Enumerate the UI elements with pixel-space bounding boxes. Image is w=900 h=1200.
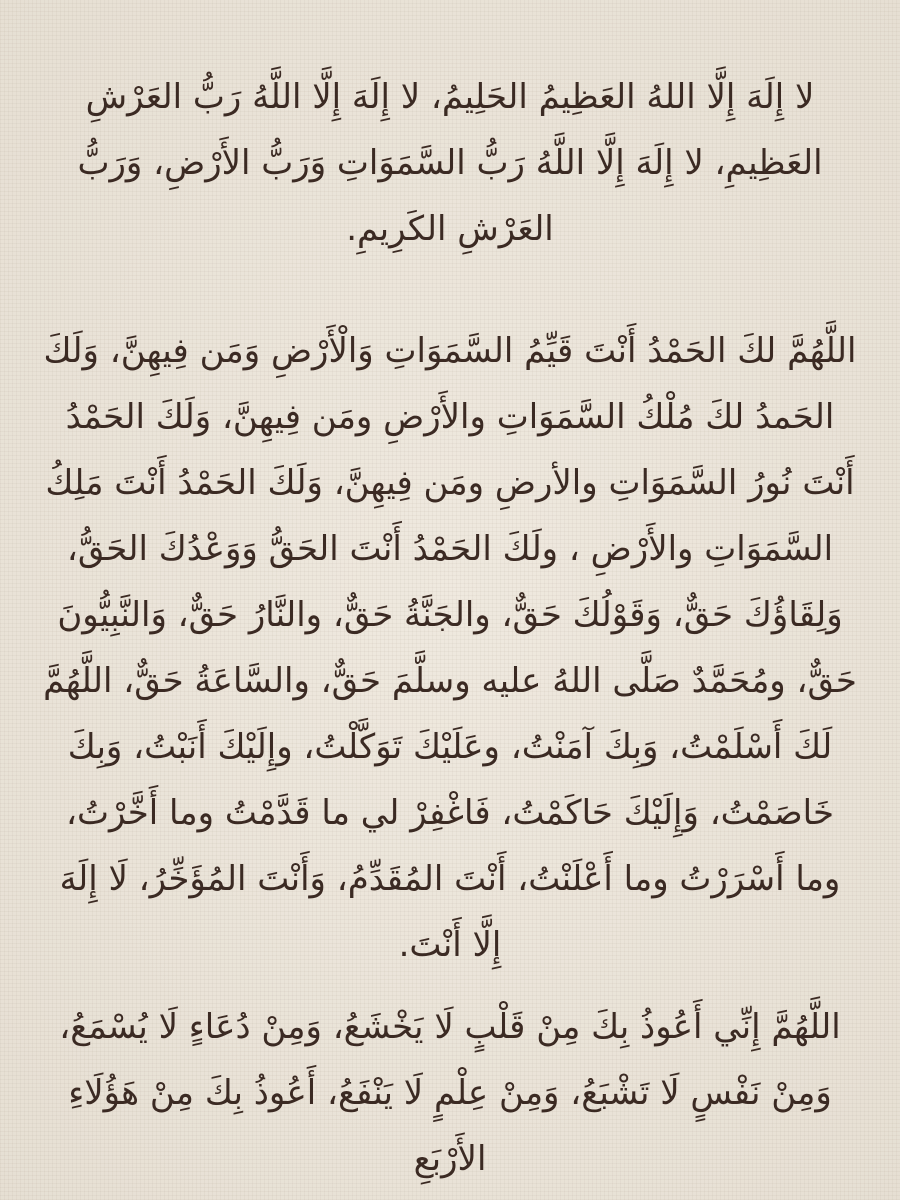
paragraph-hamd: اللَّهُمَّ لكَ الحَمْدُ أَنْتَ قَيِّمُ السَّمَوَاتِ وَالْأَرْضِ وَمَن فِيهِنَّ، وَلَكَ الحَمدُ لكَ مُلْكُ السَّمَوَاتِ والأَرْضِ ومَن فِيهِنَّ، وَلَكَ الحَمْدُ أَنْتَ نُورُ السَّمَوَاتِ والأرضِ ومَن فِيهِنَّ، وَلَكَ الحَمْدُ أَنْتَ مَلِكُ السَّمَوَاتِ والأَرْضِ ، ولَكَ الحَمْدُ أَنْتَ الحَقُّ وَوَعْدُكَ الحَقُّ، وَلِقَاؤُكَ حَقٌّ، وَقَوْلُكَ حَقٌّ، والجَنَّةُ حَقٌّ، والنَّارُ حَقٌّ، وَالنَّبِيُّونَ حَقٌّ، ومُحَمَّدٌ صَلَّى اللهُ عليه وسلَّمَ حَقٌّ، والسَّاعَةُ حَقٌّ، اللَّهُمَّ لَكَ أَسْلَمْتُ، وَبِكَ آمَنْتُ، وعَلَيْكَ تَوَكَّلْتُ، وإِلَيْكَ أَنَبْتُ، وَبِكَ خَاصَمْتُ، وَإِلَيْكَ حَاكَمْتُ، فَاغْفِرْ لي ما قَدَّمْتُ وما أَخَّرْتُ، وما أَسْرَرْتُ وما أَعْلَنْتُ، أَنْتَ المُقَدِّمُ، وَأَنْتَ المُؤَخِّرُ، لَا إِلَهَ إِلَّا أَنْتَ. (43, 331, 857, 965)
paragraph-isti-adha: اللَّهُمَّ إِنِّي أَعُوذُ بِكَ مِنْ قَلْبٍ لَا يَخْشَعُ، وَمِنْ دُعَاءٍ لَا يُسْمَعُ، وَمِنْ نَفْسٍ لَا تَشْبَعُ، وَمِنْ عِلْمٍ لَا يَنْفَعُ، أَعُوذُ بِكَ مِنْ هَؤُلَاءِ الأَرْبَعِ (59, 1007, 841, 1179)
paragraph-tahleel: لا إِلَهَ إِلَّا اللهُ العَظِيمُ الحَلِيمُ، لا إِلَهَ إِلَّا اللَّهُ رَبُّ العَرْشِ العَظِيمِ، لا إِلَهَ إِلَّا اللَّهُ رَبُّ السَّمَوَاتِ وَرَبُّ الأَرْضِ، وَرَبُّ العَرْشِ الكَرِيمِ. (77, 77, 823, 249)
